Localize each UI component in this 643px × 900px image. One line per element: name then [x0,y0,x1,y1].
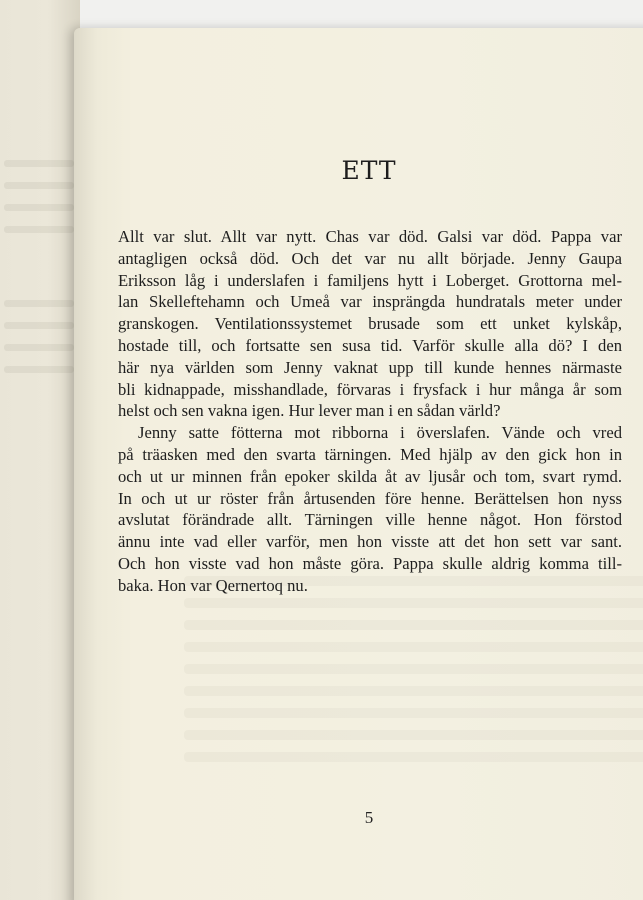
previous-page-text-ghost [4,344,74,351]
show-through-text [184,708,643,718]
text-line: Allt var slut. Allt var nytt. Chas var död. Galsi var död. Pappa var [118,227,622,246]
previous-page-edge [0,0,80,900]
text-line: på träasken med den svarta tärningen. Med hjälp av den gick hon in [118,444,622,464]
previous-page-text-ghost [4,366,74,373]
previous-page-text-ghost [4,182,74,189]
show-through-text [184,752,643,762]
show-through-text [184,620,643,630]
previous-page-text-ghost [4,322,74,329]
text-line: och ut ur minnen från epoker skilda åt av ljusår och tom, svart rymd. [118,466,622,486]
text-line: Eriksson låg i underslafen i familjens hytt i Loberget. Grottorna mel- [118,270,622,290]
show-through-text [184,686,643,696]
previous-page-text-ghost [4,204,74,211]
text-line: Och hon visste vad hon måste göra. Pappa skulle aldrig komma till- [118,553,622,573]
book-page [74,28,643,900]
text-line: ännu inte vad eller varför, men hon visste att det hon sett var sant. [118,532,622,552]
page-number: 5 [364,808,374,827]
chapter-title: ETT [341,156,397,185]
text-line: avslutat förändrade allt. Tärningen ville henne något. Hon förstod [118,510,622,530]
text-line: baka. Hon var Qernertoq nu. [118,575,308,595]
text-line: lan Skelleftehamn och Umeå var insprängda hundratals meter under [118,292,622,312]
previous-page-text-ghost [4,160,74,167]
text-line: granskogen. Ventilationssystemet brusade som ett unket kylskåp, [118,314,622,334]
text-line: helst och sen vakna igen. Hur lever man i en sådan värld? [118,401,501,421]
chapter-body [118,226,622,597]
text-line: Jenny satte fötterna mot ribborna i överslafen. Vände och vred [138,423,622,443]
show-through-text [184,664,643,674]
show-through-text [184,642,643,652]
text-line: hostade till, och fortsatte sen susa tid. Varför skulle alla dö? I den [118,335,622,355]
previous-page-text-ghost [4,300,74,307]
text-line: här nya världen som Jenny vaknat upp till kunde hennes närmaste [118,357,622,377]
text-line: bli kidnappade, misshandlade, förvaras i frysfack i hur många år som [118,379,622,399]
previous-page-text-ghost [4,226,74,233]
text-line: antagligen också död. Och det var nu allt började. Jenny Gaupa [118,248,622,268]
text-line: In och ut ur röster från årtusenden före henne. Berättelsen hon nyss [118,488,622,508]
show-through-text [184,598,643,608]
show-through-text [184,730,643,740]
